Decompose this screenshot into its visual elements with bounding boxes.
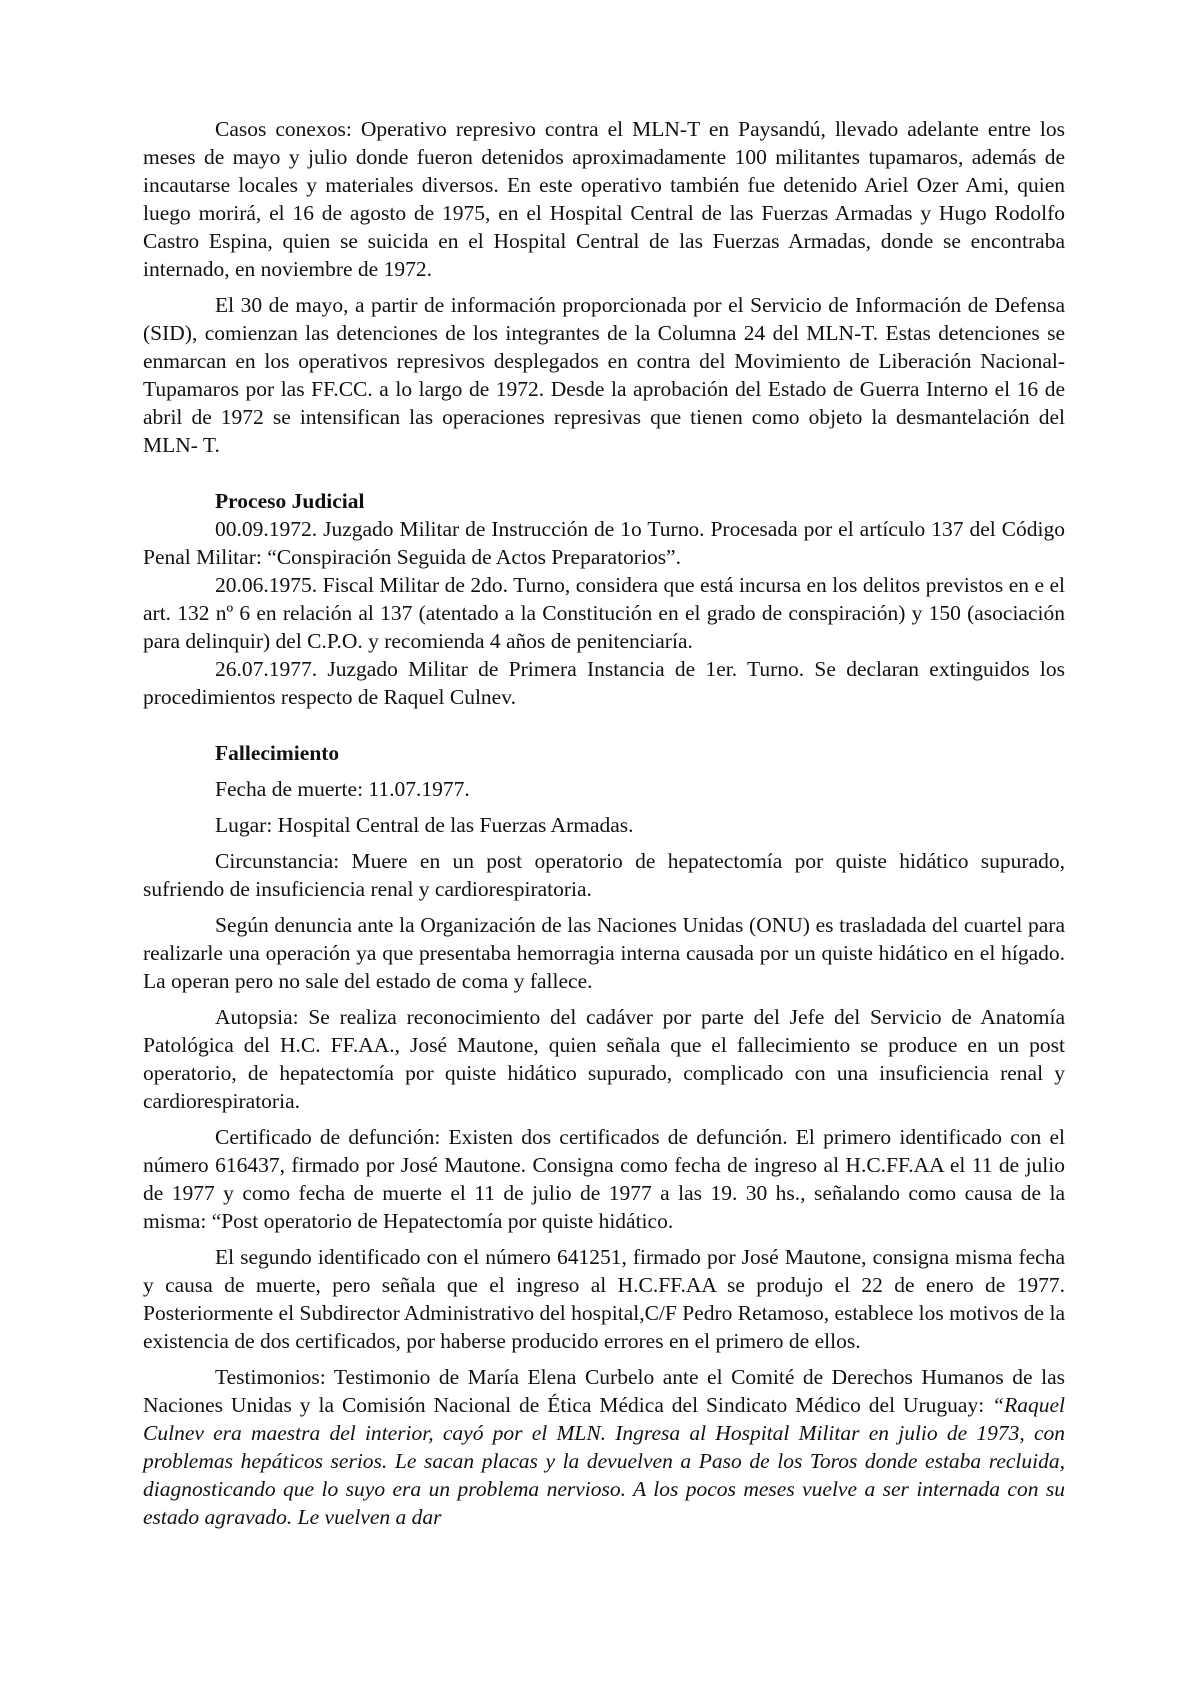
proceso-item-3: 26.07.1977. Juzgado Militar de Primera Instancia de 1er. Turno. Se declaran extinguidos los procedimientos respecto de Raquel Culnev.: [143, 657, 1065, 709]
circunstancia: Circunstancia: Muere en un post operatorio de hepatectomía por quiste hidático supurado, sufriendo de insuficiencia renal y cardiorespiratoria.: [143, 849, 1065, 901]
autopsia: Autopsia: Se realiza reconocimiento del cadáver por parte del Jefe del Servicio de Anatomía Patológica del H.C. FF.AA., José Mautone, quien señala que el fallecimiento se produce en un post operatorio, de hepatectomía por quiste hidático supurado, complicado con una insuficiencia renal y cardiorespiratoria.: [143, 1005, 1065, 1113]
testimonios-lead: Testimonios: Testimonio de María Elena Curbelo ante el Comité de Derechos Humanos de las Naciones Unidas y la Comisión Nacional de Ética Médica del Sindicato Médico del Uruguay:: [143, 1365, 1065, 1417]
proceso-item-1: 00.09.1972. Juzgado Militar de Instrucción de 1o Turno. Procesada por el artículo 137 del Código Penal Militar: “Conspiración Seguida de Actos Preparatorios”.: [143, 517, 1065, 569]
denuncia-onu: Según denuncia ante la Organización de las Naciones Unidas (ONU) es trasladada del cuartel para realizarle una operación ya que presentaba hemorragia interna causada por un quiste hidático en el hígado. La operan pero no sale del estado de coma y fallece.: [143, 913, 1065, 993]
document-page: [143, 115, 1065, 1531]
lugar: Lugar: Hospital Central de las Fuerzas Armadas.: [215, 813, 634, 837]
testimonios-quote: “Raquel Culnev era maestra del interior, cayó por el MLN. Ingresa al Hospital Militar en julio de 1973, con problemas hepáticos serios. Le sacan placas y la devuelven a Paso de los Toros donde estaba recluida, diagnosticando que lo suyo era un problema nervioso. A los pocos meses vuelve a ser internada con su estado agravado. Le vuelven a dar: [143, 1393, 1065, 1529]
paragraph-30-de-mayo: El 30 de mayo, a partir de información proporcionada por el Servicio de Información de Defensa (SID), comienzan las detenciones de los integrantes de la Columna 24 del MLN-T. Estas detenciones se enmarcan en los operativos represivos desplegados en contra del Movimiento de Liberación Nacional- Tupamaros por las FF.CC. a lo largo de 1972. Desde la aprobación del Estado de Guerra Interno el 16 de abril de 1972 se intensifican las operaciones represivas que tienen como objeto la desmantelación del MLN- T.: [143, 293, 1065, 457]
heading-proceso-judicial: Proceso Judicial: [215, 489, 365, 513]
segundo-certificado: El segundo identificado con el número 641251, firmado por José Mautone, consigna misma fecha y causa de muerte, pero señala que el ingreso al H.C.FF.AA se produjo el 22 de enero de 1977. Posteriormente el Subdirector Administrativo del hospital,C/F Pedro Retamoso, establece los motivos de la existencia de dos certificados, por haberse producido errores en el primero de ellos.: [143, 1245, 1065, 1353]
testimonios: [143, 1363, 1065, 1531]
fecha-de-muerte: Fecha de muerte: 11.07.1977.: [215, 777, 470, 801]
paragraph-casos-conexos: Casos conexos: Operativo represivo contra el MLN-T en Paysandú, llevado adelante entre los meses de mayo y julio donde fueron detenidos aproximadamente 100 militantes tupamaros, además de incautarse locales y materiales diversos. En este operativo también fue detenido Ariel Ozer Ami, quien luego morirá, el 16 de agosto de 1975, en el Hospital Central de las Fuerzas Armadas y Hugo Rodolfo Castro Espina, quien se suicida en el Hospital Central de las Fuerzas Armadas, donde se encontraba internado, en noviembre de 1972.: [143, 117, 1065, 281]
proceso-item-2: 20.06.1975. Fiscal Militar de 2do. Turno, considera que está incursa en los delitos previstos en e el art. 132 nº 6 en relación al 137 (atentado a la Constitución en el grado de conspiración) y 150 (asociación para delinquir) del C.P.O. y recomienda 4 años de penitenciaría.: [143, 573, 1065, 653]
certificado-defuncion: Certificado de defunción: Existen dos certificados de defunción. El primero identificado con el número 616437, firmado por José Mautone. Consigna como fecha de ingreso al H.C.FF.AA el 11 de julio de 1977 y como fecha de muerte el 11 de julio de 1977 a las 19. 30 hs., señalando como causa de la misma: “Post operatorio de Hepatectomía por quiste hidático.: [143, 1125, 1065, 1233]
heading-fallecimiento: Fallecimiento: [215, 741, 340, 765]
